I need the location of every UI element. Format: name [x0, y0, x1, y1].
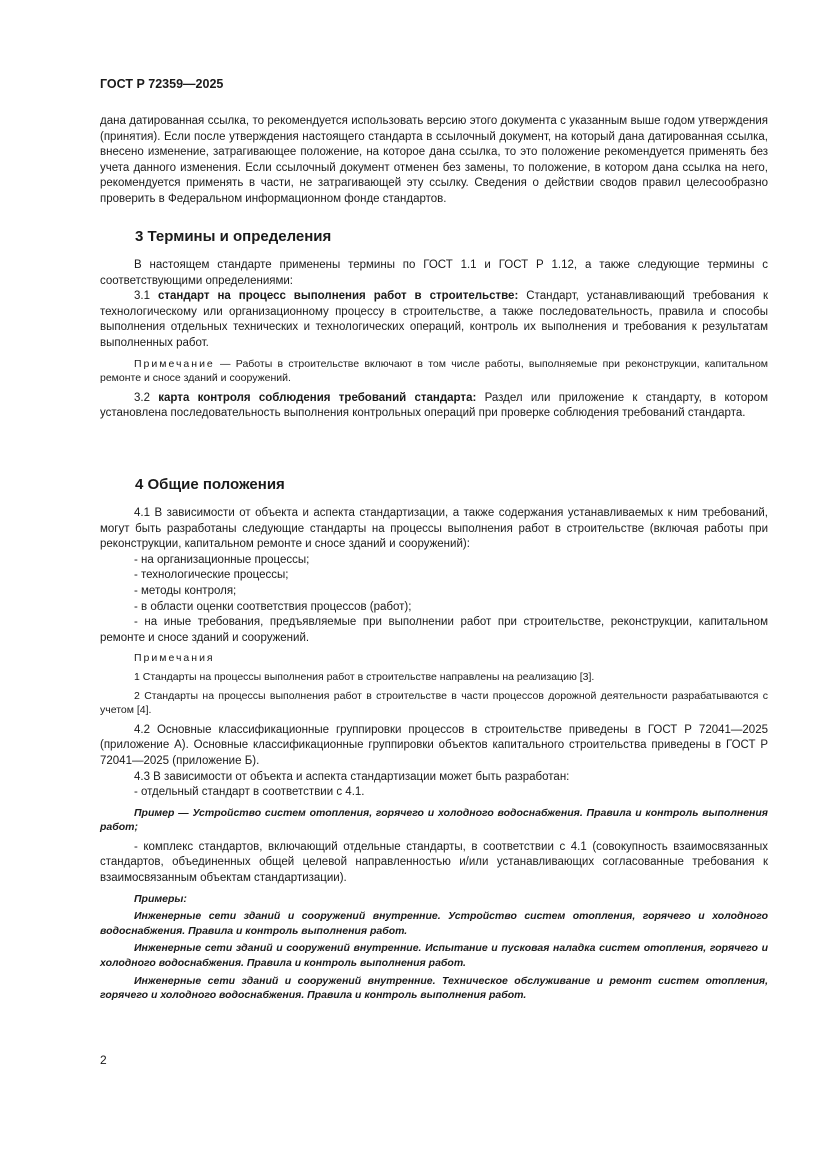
list-item: - на организационные процессы;: [134, 553, 310, 566]
example-1: Инженерные сети зданий и сооружений внутренние. Устройство систем отопления, горячего и холодного водоснабжения. Правила и контроль выполнения работ.: [100, 910, 768, 937]
term-3-1: [100, 289, 768, 351]
section-3-title: 3 Термины и определения: [135, 228, 332, 245]
process-list: [100, 553, 768, 647]
note-text: — Работы в строительстве включают в том числе работы, выполняемые при реконструкции, капитальном ремонте и сносе зданий и сооружений.: [100, 357, 769, 385]
note-1: 1 Стандарты на процессы выполнения работ в строительстве направлены на реализацию [3].: [134, 670, 595, 683]
term-3-2: [100, 391, 768, 422]
term-3-2-name: карта контроля соблюдения требований стандарта:: [158, 391, 477, 404]
page-number: 2: [100, 1053, 107, 1067]
section-4-body: [100, 506, 768, 1003]
list-item: - технологические процессы;: [134, 569, 289, 582]
intro-text: дана датированная ссылка, то рекомендуется использовать версию этого документа с указанным выше годом утверждения (принятия). Если после утверждения настоящего стандарта в ссылочный документ, на который дана датированная ссылка, внесено изменение, затрагивающее положение, на которое дана ссылка, то это положение рекомендуется применять без учета данного изменения. Если ссылочный документ отменен без замены, то положение, в котором дана ссылка на него, рекомендуется применять в части, не затрагивающей эту ссылку. Сведения о действии сводов правил целесообразно проверить в Федеральном информационном фонде стандартов.: [100, 115, 768, 205]
note-2: 2 Стандарты на процессы выполнения работ в строительстве в части процессов дорожной деятельности разрабатываются с учетом [4].: [100, 689, 768, 717]
clause-4-3-item: - отдельный стандарт в соответствии с 4.1.: [134, 786, 365, 799]
example-2: Инженерные сети зданий и сооружений внутренние. Испытание и пусковая наладка систем отопления, горячего и холодного водоснабжения. Правила и контроль выполнения работ.: [100, 942, 768, 970]
clause-4-2: 4.2 Основные классификационные группировки процессов в строительстве приведены в ГОСТ Р 72041—2025 (приложение А). Основные классификационные группировки объектов капитального строительства приведены в ГОСТ Р 72041—2025 (приложение Б).: [100, 723, 768, 767]
term-3-1-name: стандарт на процесс выполнения работ в строительстве:: [157, 290, 519, 303]
list-item: - на иные требования, предъявляемые при выполнении работ при строительстве, реконструкции, капитальном ремонте и сносе зданий и сооружений.: [100, 616, 768, 644]
note-label: Примечание: [134, 357, 215, 370]
complex-item: - комплекс стандартов, включающий отдельные стандарты, в соответствии с 4.1 (совокупность взаимосвязанных стандартов, объединенных общей целевой направленностью и/или устанавливающих согласованные требования к взаимосвязанным объектам стандартизации).: [100, 840, 768, 885]
term-3-2-definition: Раздел или приложение к стандарту, в котором установлена последовательность выполнения контрольных операций при проверке соблюдения требований стандарта.: [100, 391, 768, 420]
section-3-lead: В настоящем стандарте применены термины по ГОСТ 1.1 и ГОСТ Р 1.12, а также следующие термины с соответствующими определениями:: [100, 259, 768, 287]
examples-label: Примеры:: [134, 892, 187, 905]
clause-4-1: 4.1 В зависимости от объекта и аспекта стандартизации, а также содержания устанавливаемых к ним требований, могут быть разработаны следующие стандарты на процессы выполнения работ в строительстве (включая работы при реконструкции, капитальном ремонте и сносе зданий и сооружений):: [100, 507, 768, 551]
example: Пример — Устройство систем отопления, горячего и холодного водоснабжения. Правила и контроль выполнения работ;: [100, 806, 768, 834]
example-3: Инженерные сети зданий и сооружений внутренние. Техническое обслуживание и ремонт систем отопления, горячего и холодного водоснабжения. Правила и контроль выполнения работ.: [100, 974, 768, 1002]
section-4-title: 4 Общие положения: [135, 476, 285, 493]
term-3-2-number: 3.2: [134, 391, 150, 404]
term-3-1-number: 3.1: [134, 290, 150, 303]
section-3-body: [100, 258, 768, 422]
notes-label: Примечания: [134, 652, 215, 665]
document-header: ГОСТ Р 72359—2025: [100, 77, 224, 91]
list-item: - в области оценки соответствия процессов (работ);: [134, 600, 412, 613]
intro-paragraph: [100, 114, 768, 208]
term-3-1-note: [100, 357, 768, 386]
list-item: - методы контроля;: [134, 584, 237, 597]
clause-4-3: 4.3 В зависимости от объекта и аспекта стандартизации может быть разработан:: [134, 770, 570, 783]
term-3-1-definition: Стандарт, устанавливающий требования к технологическому или организационному процессу в строительстве, а также последовательность, правила и способы выполнения отдельных технических и технологических операций, контроль их выполнения и требования к результатам выполненных работ.: [100, 290, 768, 349]
